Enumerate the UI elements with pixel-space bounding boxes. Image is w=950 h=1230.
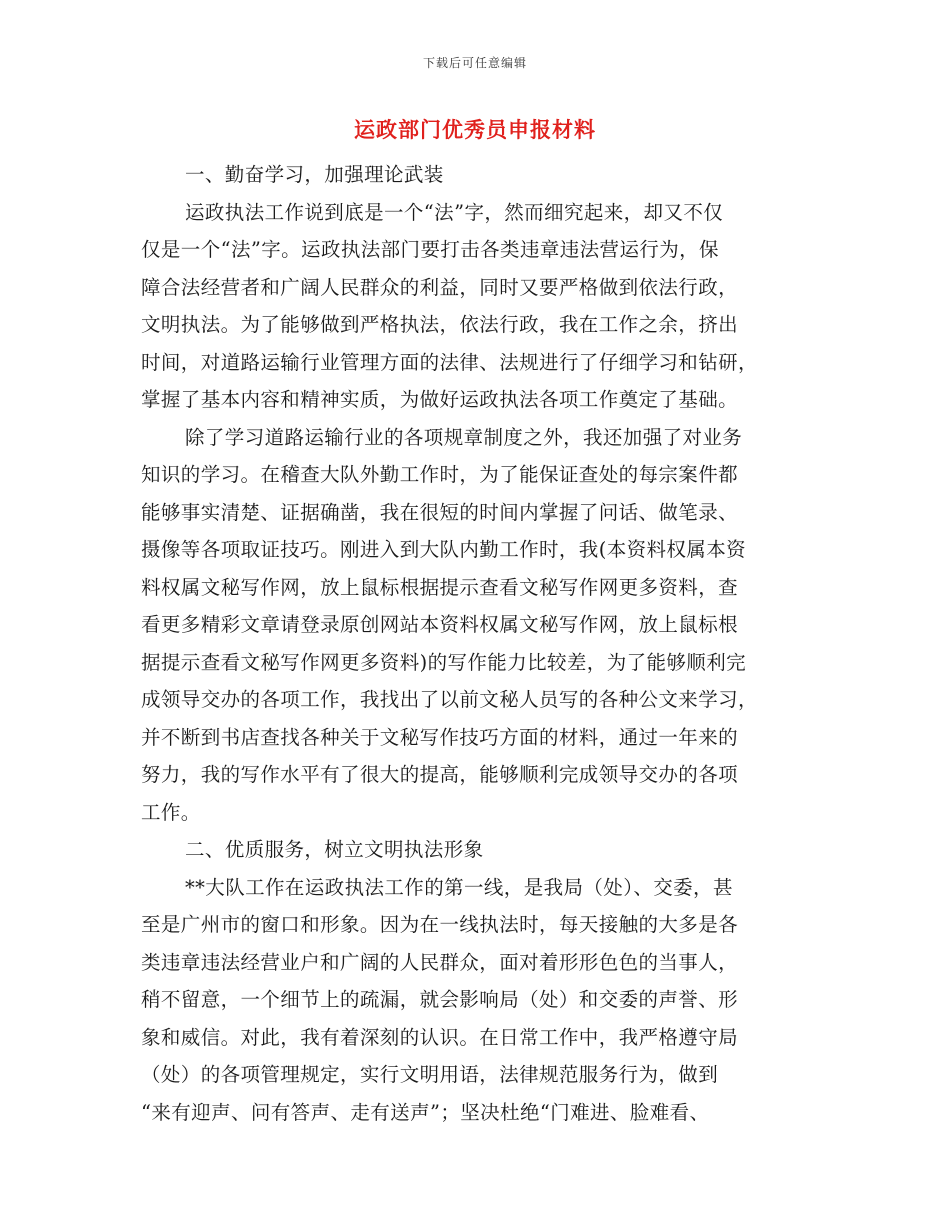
body-line: （处）的各项管理规定，实行文明用语，法律规范服务行为，做到 — [141, 1063, 719, 1086]
body-line: 运政执法工作说到底是一个“法”字，然而细究起来，却又不仅 — [185, 200, 724, 224]
body-line: “来有迎声、问有答声、走有送声”；坚决杜绝“门难进、脸难看、 — [141, 1100, 710, 1124]
header-note: 下载后可任意编辑 — [422, 56, 527, 70]
body-line: 工作。 — [141, 800, 201, 824]
body-line: 摄像等各项取证技巧。刚进入到大队内勤工作时，我(本资料权属本资 — [141, 538, 747, 561]
body-line: 除了学习道路运输行业的各项规章制度之外，我还加强了对业务 — [185, 425, 743, 449]
body-line: 掌握了基本内容和精神实质，为做好运政执法各项工作奠定了基础。 — [141, 388, 739, 411]
body-line: 成领导交办的各项工作，我找出了以前文秘人员写的各种公文来学习， — [141, 688, 758, 711]
body-line: 稍不留意，一个细节上的疏漏，就会影响局（处）和交委的声誉、形 — [141, 988, 739, 1011]
body-line: 料权属文秘写作网，放上鼠标根据提示查看文秘写作网更多资料，查 — [141, 575, 739, 599]
body-line: 努力，我的写作水平有了很大的提高，能够顺利完成领导交办的各项 — [141, 763, 739, 786]
body-line: 看更多精彩文章请登录原创网站本资料权属文秘写作网，放上鼠标根 — [141, 613, 739, 636]
body-line: 能够事实清楚、证据确凿，我在很短的时间内掌握了问话、做笔录、 — [141, 500, 739, 524]
body-line: 仅是一个“法”字。运政执法部门要打击各类违章违法营运行为，保 — [141, 238, 719, 261]
body-line: 时间，对道路运输行业管理方面的法律、法规进行了仔细学习和钻研， — [141, 350, 758, 374]
body-line: 障合法经营者和广阔人民群众的利益，同时又要严格做到依法行政， — [141, 275, 739, 299]
body-line: 象和威信。对此，我有着深刻的认识。在日常工作中，我严格遵守局 — [141, 1025, 739, 1049]
body-line: 一、勤奋学习，加强理论武装 — [185, 163, 444, 186]
body-line: **大队工作在运政执法工作的第一线，是我局（处）、交委，甚 — [185, 875, 733, 899]
body-line: 类违章违法经营业户和广阔的人民群众，面对着形形色色的当事人， — [141, 950, 739, 974]
body-line: 据提示查看文秘写作网更多资料)的写作能力比较差，为了能够顺利完 — [141, 650, 747, 674]
document-body — [141, 156, 807, 1131]
document-title: 运政部门优秀员申报材料 — [354, 117, 596, 142]
body-line: 知识的学习。在稽查大队外勤工作时，为了能保证查处的每宗案件都 — [141, 463, 739, 486]
body-line: 并不断到书店查找各种关于文秘写作技巧方面的材料，通过一年来的 — [141, 725, 739, 749]
body-line: 文明执法。为了能够做到严格执法，依法行政，我在工作之余，挤出 — [141, 313, 739, 336]
body-line: 二、优质服务，树立文明执法形象 — [185, 838, 484, 861]
body-line: 至是广州市的窗口和形象。因为在一线执法时，每天接触的大多是各 — [141, 913, 739, 936]
